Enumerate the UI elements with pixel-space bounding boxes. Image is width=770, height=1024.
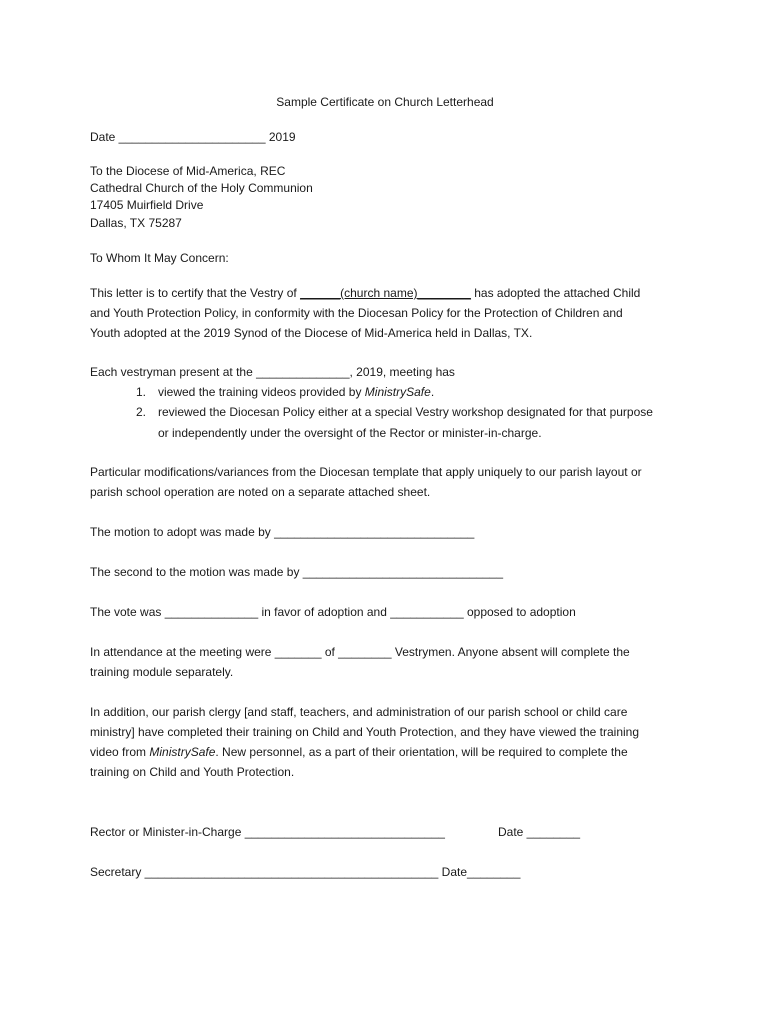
document-title: Sample Certificate on Church Letterhead: [276, 95, 494, 109]
ministrysafe-name-2: MinistrySafe: [149, 745, 216, 759]
certify-line-3: Youth adopted at the 2019 Synod of the Diocese of Mid-America held in Dallas, TX.: [90, 326, 533, 340]
list-number-1: 1.: [136, 385, 147, 399]
clergy-line-1: In addition, our parish clergy [and staff, teachers, and administration of our parish school or child care: [90, 705, 628, 719]
second-line: The second to the motion was made by ______________________________: [90, 565, 503, 579]
address-line-4: Dallas, TX 75287: [90, 216, 182, 230]
rector-signature-line: Rector or Minister-in-Charge ______________________________: [90, 825, 445, 839]
attendance-line-2: training module separately.: [90, 665, 234, 679]
clergy-line-3-b: . New personnel, as a part of their orientation, will be required to complete the: [215, 745, 628, 759]
address-line-1: To the Diocese of Mid-America, REC: [90, 164, 286, 178]
motion-line: The motion to adopt was made by ______________________________: [90, 525, 475, 539]
secretary-signature-line: Secretary ____________________________________________ Date________: [90, 865, 521, 879]
clergy-line-4: training on Child and Youth Protection.: [90, 765, 295, 779]
list-item-1-end: .: [430, 385, 435, 399]
clergy-line-3: [90, 745, 628, 760]
ministrysafe-name: MinistrySafe: [364, 385, 431, 399]
certify-text-a: This letter is to certify that the Vestry of: [90, 286, 301, 300]
vote-line: The vote was ______________ in favor of adoption and ___________ opposed to adoption: [90, 605, 576, 619]
clergy-line-3-a: video from: [90, 745, 150, 759]
modifications-line-2: parish school operation are noted on a separate attached sheet.: [90, 485, 431, 499]
certify-line-1: [90, 286, 640, 301]
modifications-line-1: Particular modifications/variances from the Diocesan template that apply uniquely to our parish layout or: [90, 465, 642, 479]
date-line: Date ______________________ 2019: [90, 130, 296, 144]
address-line-2: Cathedral Church of the Holy Communion: [90, 181, 313, 195]
clergy-line-2: ministry] have completed their training on Child and Youth Protection, and they have viewed the training: [90, 725, 639, 739]
list-number-2: 2.: [136, 405, 147, 419]
list-item-2-line-1: reviewed the Diocesan Policy either at a special Vestry workshop designated for that purpose: [158, 405, 653, 419]
list-item-1: [158, 385, 434, 400]
address-line-3: 17405 Muirfield Drive: [90, 198, 204, 212]
rector-date-line: Date ________: [498, 825, 581, 839]
list-item-2-line-2: or independently under the oversight of the Rector or minister-in-charge.: [158, 426, 542, 440]
certify-text-b: has adopted the attached Child: [470, 286, 641, 300]
vestryman-intro: Each vestryman present at the ______________, 2019, meeting has: [90, 365, 455, 379]
attendance-line-1: In attendance at the meeting were _______ of ________ Vestrymen. Anyone absent will complete the: [90, 645, 630, 659]
church-name-blank: ______(church name)________: [300, 286, 471, 300]
certify-line-2: and Youth Protection Policy, in conformity with the Diocesan Policy for the Protection of Children and: [90, 306, 623, 320]
list-item-1-text: viewed the training videos provided by: [158, 385, 365, 399]
salutation: To Whom It May Concern:: [90, 251, 229, 265]
